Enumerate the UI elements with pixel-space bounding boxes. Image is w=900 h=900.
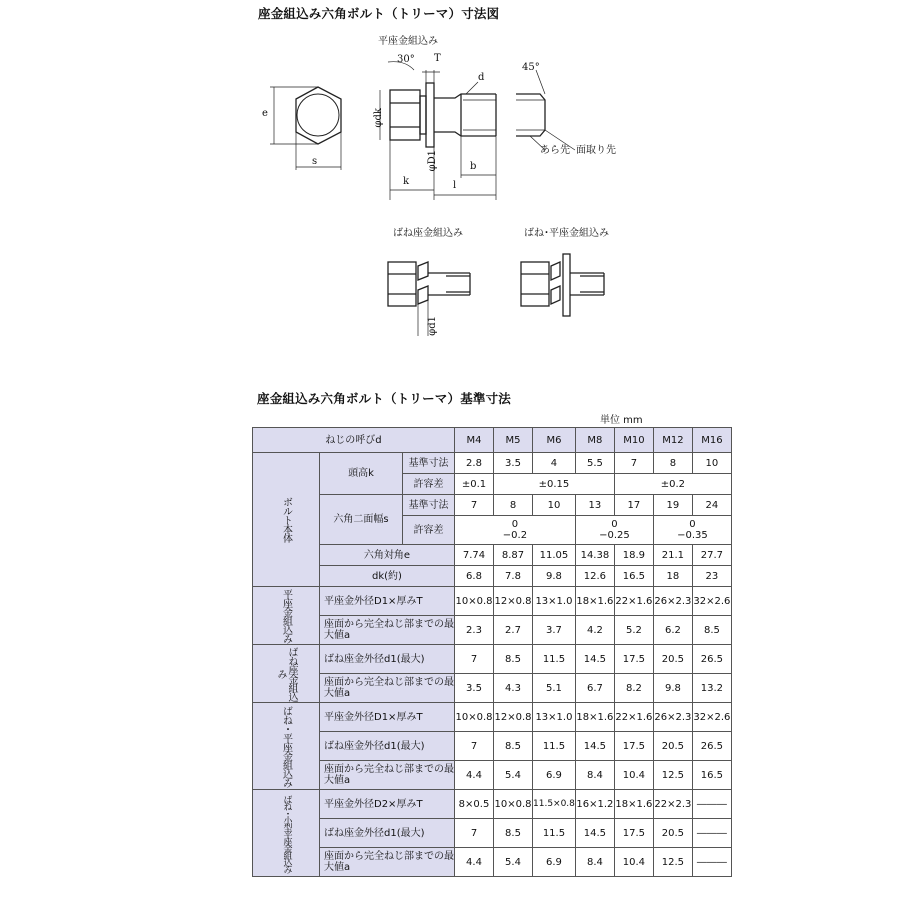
value-cell: 6.8	[455, 566, 494, 587]
table-row	[253, 732, 732, 761]
flat-washer-label: 平座金外径D1×厚みT	[320, 587, 455, 616]
tol-label: 許容差	[403, 516, 455, 545]
max-a-label: 座面から完全ねじ部までの最大値a	[320, 761, 455, 790]
value-cell: 4.2	[575, 616, 614, 645]
table-row	[253, 545, 732, 566]
value-cell: 17	[614, 495, 653, 516]
flat-washer-label: 平座金組込み	[378, 36, 438, 47]
value-cell: 26.5	[692, 732, 731, 761]
dim-s: s	[312, 156, 318, 167]
dim-d: d	[478, 72, 485, 83]
dim-d1: φd1	[427, 316, 438, 336]
value-cell: 3.5	[494, 453, 533, 474]
value-cell: 8	[494, 495, 533, 516]
value-cell: 22×1.6	[614, 587, 653, 616]
value-cell: 6.7	[575, 674, 614, 703]
value-cell: 12×0.8	[494, 587, 533, 616]
value-cell: 11.05	[533, 545, 576, 566]
value-cell: 7.74	[455, 545, 494, 566]
spec-table	[252, 427, 732, 877]
tol-label: 許容差	[403, 474, 455, 495]
flat-washer-label: 平座金外径D1×厚みT	[320, 703, 455, 732]
dim-45: 45°	[522, 62, 540, 73]
size-cell: M16	[692, 428, 731, 453]
value-cell: 2.3	[455, 616, 494, 645]
value-cell: 0 −0.2	[455, 516, 576, 545]
value-cell: 14.5	[575, 732, 614, 761]
table-row	[253, 495, 732, 516]
basic-label: 基準寸法	[403, 495, 455, 516]
value-cell: 8×0.5	[455, 790, 494, 819]
value-cell: 10	[692, 453, 731, 474]
value-cell: 16.5	[692, 761, 731, 790]
value-cell: ±0.2	[614, 474, 731, 495]
bolt-drawing	[0, 0, 900, 400]
value-cell: 12.5	[653, 761, 692, 790]
value-cell: 2.7	[494, 616, 533, 645]
value-cell: 14.5	[575, 645, 614, 674]
value-cell: 6.9	[533, 761, 576, 790]
flat-washer-small-label: 平座金外径D2×厚みT	[320, 790, 455, 819]
value-cell: 10.4	[614, 848, 653, 877]
value-cell: ―――	[692, 848, 731, 877]
header-label: ねじの呼びd	[253, 428, 455, 453]
size-cell: M10	[614, 428, 653, 453]
value-cell: 10×0.8	[455, 703, 494, 732]
dim-dk: φdk	[373, 108, 384, 128]
group-spring-flat-washer: ばね･平座金組込み	[253, 703, 320, 790]
value-cell: 8	[653, 453, 692, 474]
value-cell: 8.5	[494, 645, 533, 674]
spring-flat-label: ばね･平座金組込み	[524, 228, 609, 239]
value-cell: 32×2.6	[692, 587, 731, 616]
value-cell: 14.5	[575, 819, 614, 848]
value-cell: 20.5	[653, 645, 692, 674]
value-cell: 13	[575, 495, 614, 516]
value-cell: 18×1.6	[575, 703, 614, 732]
value-cell: 11.5	[533, 645, 576, 674]
value-cell: 4.4	[455, 761, 494, 790]
value-cell: 6.2	[653, 616, 692, 645]
value-cell: ±0.15	[494, 474, 615, 495]
value-cell: 4.4	[455, 848, 494, 877]
unit-label: 単位 mm	[600, 415, 643, 426]
value-cell: 5.4	[494, 848, 533, 877]
value-cell: 4	[533, 453, 576, 474]
value-cell: 8.4	[575, 848, 614, 877]
value-cell: 8.5	[494, 732, 533, 761]
size-cell: M12	[653, 428, 692, 453]
table-row	[253, 566, 732, 587]
rough-end-label: あら先	[540, 145, 570, 156]
value-cell: 9.8	[653, 674, 692, 703]
value-cell: 6.9	[533, 848, 576, 877]
hex-s-label: 六角二面幅s	[320, 495, 403, 545]
table-row	[253, 819, 732, 848]
dim-b: b	[470, 161, 477, 172]
value-cell: 3.7	[533, 616, 576, 645]
group-spring-small-washer: ばね･小型平座金組込み	[253, 790, 320, 877]
value-cell: 10×0.8	[455, 587, 494, 616]
size-cell: M8	[575, 428, 614, 453]
dim-30: 30°	[397, 54, 415, 65]
value-cell: 17.5	[614, 645, 653, 674]
max-a-label: 座面から完全ねじ部までの最大値a	[320, 616, 455, 645]
value-cell: 4.3	[494, 674, 533, 703]
value-cell: 0 −0.25	[575, 516, 653, 545]
header-row	[253, 428, 732, 453]
value-cell: 5.4	[494, 761, 533, 790]
dim-k: k	[403, 176, 410, 187]
table-row	[253, 453, 732, 474]
size-cell: M5	[494, 428, 533, 453]
max-a-label: 座面から完全ねじ部までの最大値a	[320, 848, 455, 877]
value-cell: 5.5	[575, 453, 614, 474]
group-spring-washer: ばね座金組込み	[253, 645, 320, 703]
dk-label: dk(約)	[320, 566, 455, 587]
value-cell: 12.5	[653, 848, 692, 877]
value-cell: 7.8	[494, 566, 533, 587]
value-cell: 8.87	[494, 545, 533, 566]
value-cell: 10.4	[614, 761, 653, 790]
value-cell: 7	[455, 819, 494, 848]
value-cell: 22×2.3	[653, 790, 692, 819]
size-cell: M4	[455, 428, 494, 453]
table-row	[253, 761, 732, 790]
value-cell: 18×1.6	[575, 587, 614, 616]
value-cell: 18.9	[614, 545, 653, 566]
group-bolt-body: ボルト本体	[253, 453, 320, 587]
value-cell: 17.5	[614, 819, 653, 848]
hex-chamfer-circle	[297, 94, 339, 136]
value-cell: 17.5	[614, 732, 653, 761]
value-cell: ±0.1	[455, 474, 494, 495]
value-cell: 18	[653, 566, 692, 587]
dim-e: e	[262, 108, 268, 119]
spring-washer-label: ばね座金外径d1(最大)	[320, 819, 455, 848]
value-cell: 9.8	[533, 566, 576, 587]
value-cell: 21.1	[653, 545, 692, 566]
value-cell: 0 −0.35	[653, 516, 731, 545]
value-cell: 26×2.3	[653, 587, 692, 616]
table-title: 座金組込み六角ボルト（トリーマ）基準寸法	[257, 391, 512, 406]
group-flat-washer: 平座金組込み	[253, 587, 320, 645]
table-row	[253, 616, 732, 645]
value-cell: 8.4	[575, 761, 614, 790]
value-cell: ―――	[692, 790, 731, 819]
value-cell: 11.5×0.8	[533, 790, 576, 819]
table-row	[253, 645, 732, 674]
value-cell: 23	[692, 566, 731, 587]
value-cell: 16.5	[614, 566, 653, 587]
value-cell: 10×0.8	[494, 790, 533, 819]
value-cell: 7	[455, 645, 494, 674]
value-cell: 8.5	[494, 819, 533, 848]
table-row	[253, 790, 732, 819]
value-cell: 10	[533, 495, 576, 516]
value-cell: 32×2.6	[692, 703, 731, 732]
hex-e-label: 六角対角e	[320, 545, 455, 566]
spring-washer-label: ばね座金組込み	[393, 228, 463, 239]
dim-T: T	[434, 53, 441, 64]
value-cell: 24	[692, 495, 731, 516]
value-cell: 26×2.3	[653, 703, 692, 732]
value-cell: 5.2	[614, 616, 653, 645]
value-cell: 19	[653, 495, 692, 516]
value-cell: 13×1.0	[533, 587, 576, 616]
table-row	[253, 848, 732, 877]
head-k-label: 頭高k	[320, 453, 403, 495]
value-cell: 7	[614, 453, 653, 474]
basic-label: 基準寸法	[403, 453, 455, 474]
hex-outline	[296, 87, 341, 144]
value-cell: ―――	[692, 819, 731, 848]
value-cell: 7	[455, 732, 494, 761]
size-cell: M6	[533, 428, 576, 453]
value-cell: 16×1.2	[575, 790, 614, 819]
max-a-label: 座面から完全ねじ部までの最大値a	[320, 674, 455, 703]
value-cell: 20.5	[653, 819, 692, 848]
value-cell: 11.5	[533, 819, 576, 848]
dim-D1: φD1	[427, 150, 438, 172]
value-cell: 20.5	[653, 732, 692, 761]
value-cell: 13.2	[692, 674, 731, 703]
value-cell: 18×1.6	[614, 790, 653, 819]
value-cell: 27.7	[692, 545, 731, 566]
table-row	[253, 587, 732, 616]
value-cell: 5.1	[533, 674, 576, 703]
value-cell: 12×0.8	[494, 703, 533, 732]
value-cell: 13×1.0	[533, 703, 576, 732]
value-cell: 3.5	[455, 674, 494, 703]
spring-washer-label: ばね座金外径d1(最大)	[320, 732, 455, 761]
spring-washer-label: ばね座金外径d1(最大)	[320, 645, 455, 674]
value-cell: 2.8	[455, 453, 494, 474]
table-row	[253, 674, 732, 703]
value-cell: 26.5	[692, 645, 731, 674]
chamfer-end-label: 面取り先	[576, 145, 616, 156]
dim-l: l	[453, 180, 457, 191]
value-cell: 7	[455, 495, 494, 516]
value-cell: 22×1.6	[614, 703, 653, 732]
value-cell: 14.38	[575, 545, 614, 566]
spring-washer-bolt	[388, 262, 470, 306]
spring-flat-washer-bolt	[521, 254, 604, 316]
value-cell: 8.5	[692, 616, 731, 645]
drawing-title: 座金組込み六角ボルト（トリーマ）寸法図	[258, 6, 500, 21]
value-cell: 12.6	[575, 566, 614, 587]
value-cell: 11.5	[533, 732, 576, 761]
table-row	[253, 703, 732, 732]
value-cell: 8.2	[614, 674, 653, 703]
